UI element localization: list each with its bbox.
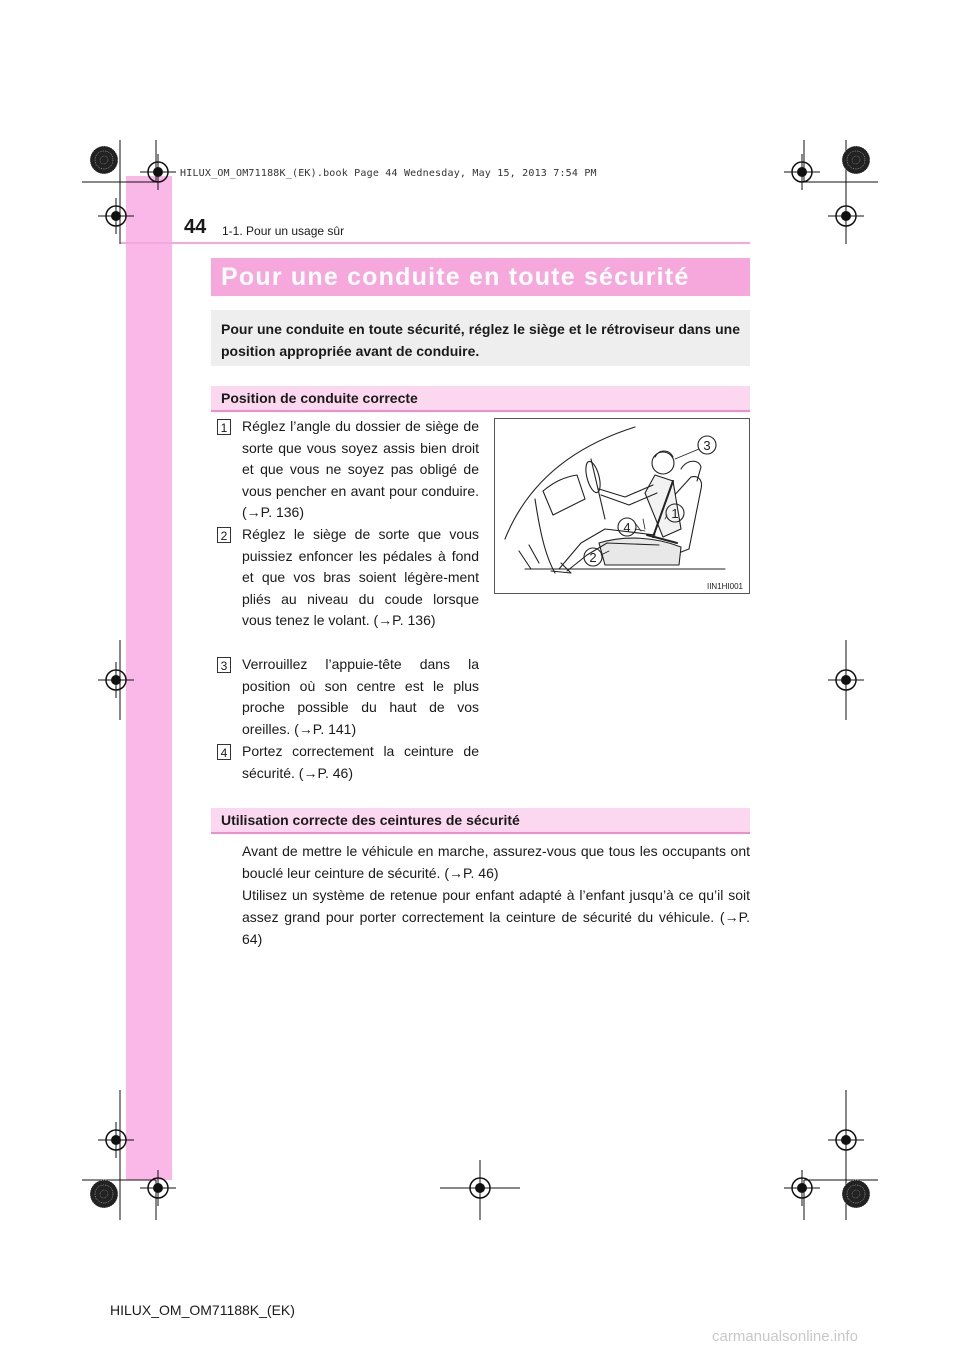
- page-title: Pour une conduite en toute sécurité: [221, 263, 690, 291]
- list-item: [217, 654, 479, 740]
- item-number: 1: [217, 419, 231, 435]
- subsection-header-driving-position: [211, 386, 750, 412]
- subsection-header-seatbelt-use: [211, 808, 750, 834]
- intro-box: Pour une conduite en toute sécurité, réglez le siège et le rétroviseur dans une position appropriée avant de conduire.: [211, 310, 750, 366]
- section-title: 1-1. Pour un usage sûr: [222, 224, 345, 238]
- page-number: 44: [184, 216, 207, 238]
- seatbelt-body-text: [242, 840, 750, 950]
- callout-4: 4: [623, 520, 631, 535]
- watermark: carmanualsonline.info: [712, 1328, 858, 1345]
- page-title-bar: [211, 258, 750, 296]
- paragraph: Avant de mettre le véhicule en marche, assurez-vous que tous les occupants ont bouclé leur ceinture de sécurité. (→P. 46): [242, 843, 750, 881]
- item-number: 2: [217, 527, 231, 543]
- driving-position-illustration: [494, 418, 750, 594]
- subsection-title: Utilisation correcte des ceintures de sécurité: [221, 812, 520, 828]
- item-number: 4: [217, 744, 231, 760]
- paragraph: Utilisez un système de retenue pour enfant adapté à l’enfant jusqu’à ce qu’il soit assez grand pour porter correctement la ceinture de sécurité du véhicule. (→P. 64): [242, 887, 750, 947]
- figure-code: IIN1HI001: [706, 582, 743, 591]
- driver-seat-drawing: [495, 419, 749, 593]
- callout-1: 1: [671, 506, 679, 521]
- list-item: [217, 741, 479, 784]
- callout-2: 2: [589, 550, 597, 565]
- item-text: Réglez l’angle du dossier de siège de sorte que vous soyez assis bien droit et que vous ne soyez pas obligé de vous pencher en avant pour conduire. (→P. 136): [242, 418, 479, 521]
- subsection-title: Position de conduite correcte: [221, 390, 418, 406]
- print-slug: HILUX_OM_OM71188K_(EK).book Page 44 Wednesday, May 15, 2013 7:54 PM: [180, 168, 597, 179]
- footer-doc-id: HILUX_OM_OM71188K_(EK): [110, 1302, 295, 1318]
- item-text: Portez correctement la ceinture de sécurité. (→P. 46): [242, 743, 479, 781]
- item-text: Verrouillez l’appuie-tête dans la position où son centre est le plus proche possible du haut de vos oreilles. (→P. 141): [242, 656, 479, 737]
- callout-3: 3: [703, 438, 711, 453]
- list-item: [217, 524, 479, 632]
- list-item: [217, 416, 479, 524]
- item-number: 3: [217, 657, 231, 673]
- item-text: Réglez le siège de sorte que vous puissiez enfoncer les pédales à fond et que vos bras soient légère-ment pliés au niveau du coude lorsque vous tenez le volant. (→P. 136): [242, 526, 479, 629]
